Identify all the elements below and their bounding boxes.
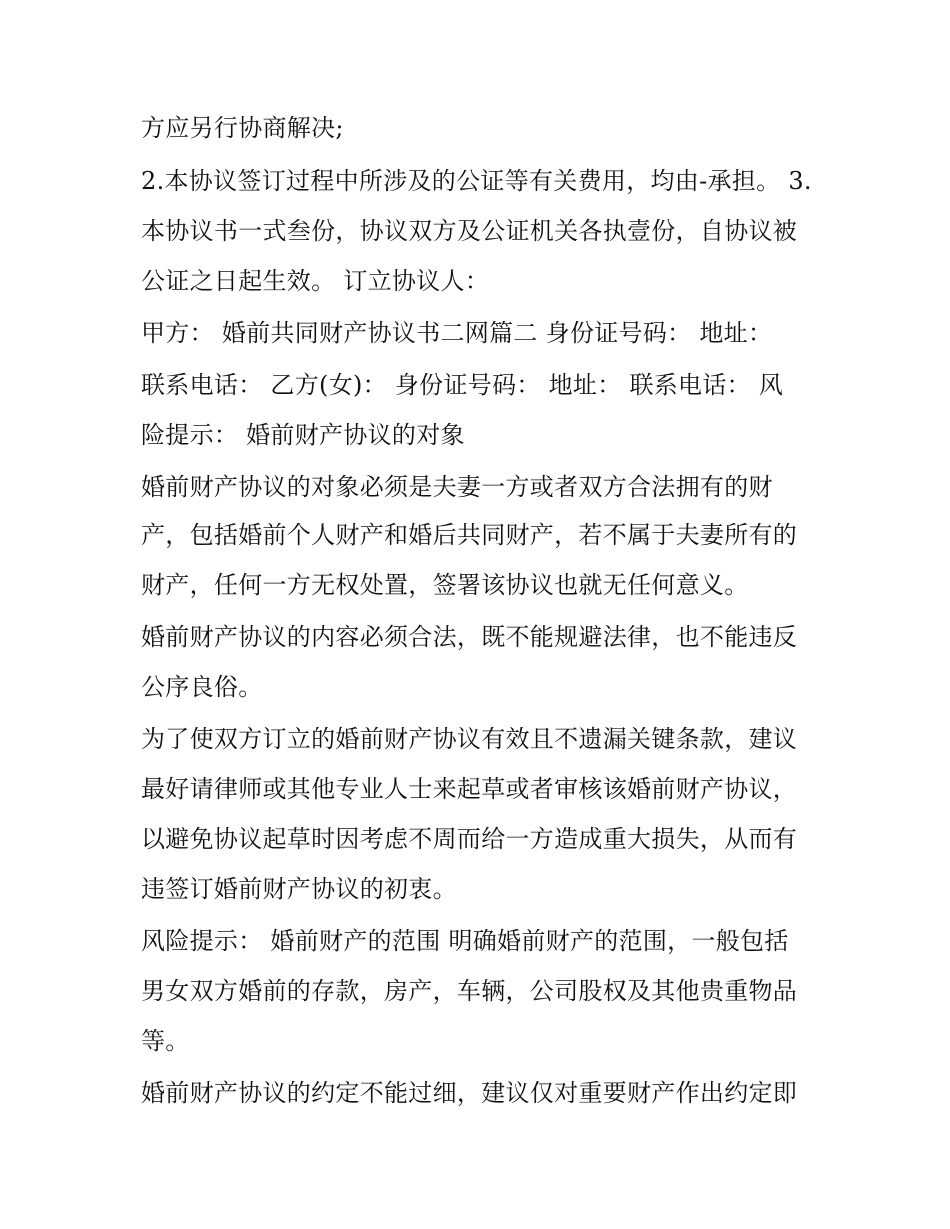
text-line: 等。 [141,1027,190,1055]
text-line: 违签订婚前财产协议的初衷。 [141,875,457,903]
text-line: 婚前财产协议的对象必须是夫妻一方或者双方合法拥有的财 [141,473,773,501]
text-line: 以避免协议起草时因考虑不周而给一方造成重大损失，从而有 [141,825,798,853]
text-line: 男女双方婚前的存款，房产，车辆，公司股权及其他贵重物品 [141,977,798,1005]
text-line: 产，包括婚前个人财产和婚后共同财产，若不属于夫妻所有的 [141,521,798,549]
text-line: 婚前财产协议的内容必须合法，既不能规避法律，也不能违反 [141,623,798,651]
text-line: 联系电话： 乙方(女)： 身份证号码： 地址： 联系电话： 风 [141,371,784,399]
text-line: 婚前财产协议的约定不能过细，建议仅对重要财产作出约定即 [141,1079,798,1107]
text-line: 2.本协议签订过程中所涉及的公证等有关费用，均由-承担。 3. [141,167,812,195]
text-line: 甲方： 婚前共同财产协议书二网篇二 身份证号码： 地址： [141,319,773,347]
text-line: 公序良俗。 [141,673,263,701]
text-line: 最好请律师或其他专业人士来起草或者审核该婚前财产协议， [141,775,798,803]
text-line: 公证之日起生效。 订立协议人： [141,267,490,295]
text-line: 险提示： 婚前财产协议的对象 [141,421,465,449]
text-line: 财产，任何一方无权处置，签署该协议也就无任何意义。 [141,571,749,599]
text-line: 为了使双方订立的婚前财产协议有效且不遗漏关键条款，建议 [141,725,798,753]
text-line: 方应另行协商解决; [141,114,344,142]
text-line: 本协议书一式叁份，协议双方及公证机关各执壹份，自协议被 [141,217,798,245]
text-line: 风险提示： 婚前财产的范围 明确婚前财产的范围，一般包括 [141,927,789,955]
